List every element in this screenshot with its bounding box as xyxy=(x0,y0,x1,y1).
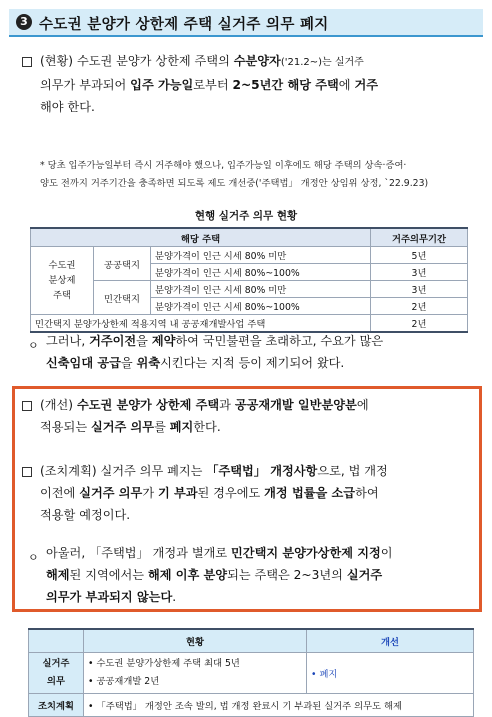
table-cell: 분양가격이 인근 시세 80% 미만 xyxy=(151,247,371,264)
table-cell: 민간택지 분양가상한제 적용지역 내 공공재개발사업 주택 xyxy=(31,315,371,333)
status-paragraph: (현황) 수도권 분양가 상한제 주택의 수분양자('21.2~)는 실거주 의무가 부과되어 입주 가능일로부터 2~5년간 해당 주택에 거주 해야 한다. xyxy=(40,54,378,114)
row-label: 조치계획 xyxy=(29,694,84,717)
circle-bullet-icon: ㅇ xyxy=(28,551,39,564)
summary-table xyxy=(28,628,474,717)
circle-bullet-icon: ㅇ xyxy=(28,339,39,352)
row-label: 실거주 의무 xyxy=(29,653,84,694)
improvement-paragraph: (개선) 수도권 분양가 상한제 주택과 공공재개발 일반분양분에 적용되는 실거주 의무를 폐지한다. xyxy=(40,398,369,434)
table-cell: • 폐지 xyxy=(307,653,474,694)
table-cell: 3년 xyxy=(371,264,468,281)
checkbox-square-icon xyxy=(22,57,32,67)
action-plan-paragraph: (조치계획) 실거주 의무 폐지는 「주택법」 개정사항으로, 법 개정 이전에 실거주 의무가 기 부과된 경우에도 개정 법률을 소급하여 적용할 예정이다. xyxy=(40,464,388,522)
table-header-empty xyxy=(29,629,84,653)
table-cell: 2년 xyxy=(371,315,468,333)
checkbox-square-icon xyxy=(22,401,32,411)
table-title: 현행 실거주 의무 현황 xyxy=(194,210,298,222)
table-header: 거주의무기간 xyxy=(371,228,468,247)
table-header: 개선 xyxy=(307,629,474,653)
table-cell: 분양가격이 인근 시세 80% 미만 xyxy=(151,281,371,298)
land-type-cell: 공공택지 xyxy=(94,247,151,281)
section-header xyxy=(9,9,483,37)
table-cell: 5년 xyxy=(371,247,468,264)
table-header: 현황 xyxy=(84,629,307,653)
checkbox-square-icon xyxy=(22,467,32,477)
section-number-badge: 3 xyxy=(16,14,32,30)
table-cell: • 수도권 분양가상한제 주택 최대 5년 • 공공재개발 2년 xyxy=(84,653,307,694)
footnote: * 당초 입주가능일부터 즉시 거주해야 했으나, 입주가능일 이후에도 해당 주택의 상속·증여· 양도 전까지 거주기간을 충족하면 되도록 제도 개선중('주택법」 개정안 상임위 상정, `22.9.23) xyxy=(40,160,429,189)
background-paragraph: 그러나, 거주이전을 제약하여 국민불편을 초래하고, 수요가 많은 신축임대 공급을 위축시킨다는 지적 등이 제기되어 왔다. xyxy=(46,334,384,370)
table-cell: 3년 xyxy=(371,281,468,298)
section-title: 수도권 분양가 상한제 주택 실거주 의무 폐지 xyxy=(39,17,329,33)
region-cell: 수도권 분상제 주택 xyxy=(31,247,94,315)
additional-paragraph: 아울러, 「주택법」 개정과 별개로 민간택지 분양가상한제 지정이 해제된 지역에서는 해제 이후 분양되는 주택은 2~3년의 실거주 의무가 부과되지 않는다. xyxy=(46,546,393,604)
table-cell: 2년 xyxy=(371,298,468,315)
land-type-cell: 민간택지 xyxy=(94,281,151,315)
residence-obligation-table xyxy=(30,227,468,333)
table-cell: • 「주택법」 개정안 조속 발의, 법 개정 완료시 기 부과된 실거주 의무도 해제 xyxy=(84,694,474,717)
table-header: 해당 주택 xyxy=(31,228,371,247)
table-cell: 분양가격이 인근 시세 80%~100% xyxy=(151,264,371,281)
table-cell: 분양가격이 인근 시세 80%~100% xyxy=(151,298,371,315)
